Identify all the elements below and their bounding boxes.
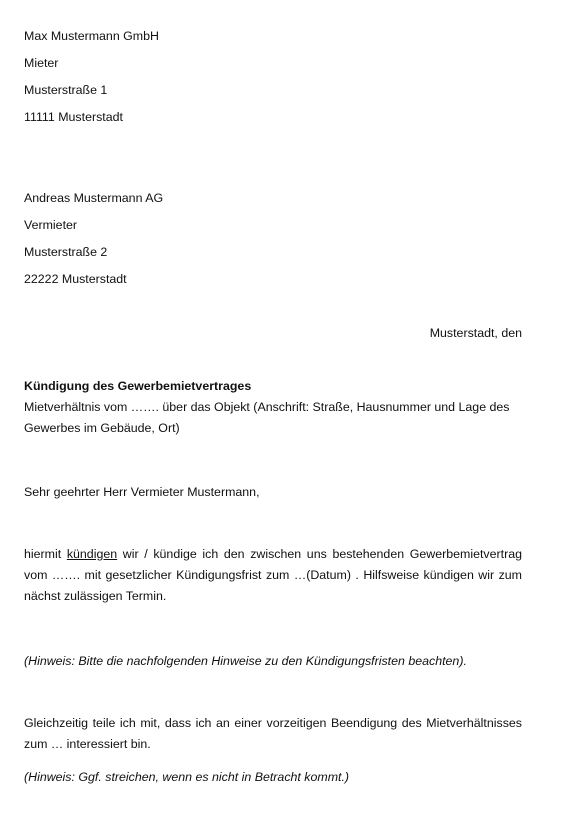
subject-title: Kündigung des Gewerbemietvertrages — [24, 379, 252, 393]
subject-line-1: Mietverhältnis vom ……. über das Objekt (Anschrift: Straße, Hausnummer und Lage des — [24, 400, 510, 414]
recipient-name: Andreas Mustermann AG — [24, 191, 164, 205]
recipient-role: Vermieter — [24, 218, 78, 232]
body-p1-rest: wir / kündige ich den zwischen uns bestehenden Gewerbemietvertrag vom ……. mit gesetzlicher Kündigungsfrist zum …(Datum) . Hilfsweise kündigen wir zum nächst zulässigen Termin. — [24, 547, 522, 603]
recipient-street: Musterstraße 2 — [24, 245, 108, 259]
recipient-city: 22222 Musterstadt — [24, 272, 127, 286]
note-2: (Hinweis: Ggf. streichen, wenn es nicht in Betracht kommt.) — [24, 770, 350, 784]
sender-name: Max Mustermann GmbH — [24, 29, 159, 43]
salutation: Sehr geehrter Herr Vermieter Mustermann, — [24, 485, 260, 499]
body-paragraph-2: Gleichzeitig teile ich mit, dass ich an einer vorzeitigen Beendigung des Mietverhältnisses zum … interessiert bin. — [24, 716, 522, 751]
body-p1-prefix: hiermit — [24, 547, 67, 561]
sender-street: Musterstraße 1 — [24, 83, 108, 97]
body-paragraph-1 — [24, 544, 522, 607]
place-date: Musterstadt, den — [429, 326, 522, 340]
note-1: (Hinweis: Bitte die nachfolgenden Hinweise zu den Kündigungsfristen beachten). — [24, 654, 467, 668]
sender-city: 11111 Musterstadt — [24, 110, 123, 124]
subject-line-2: Gewerbes im Gebäude, Ort) — [24, 421, 180, 435]
sender-role: Mieter — [24, 56, 59, 70]
body-p1-underlined: kündigen — [66, 547, 118, 561]
